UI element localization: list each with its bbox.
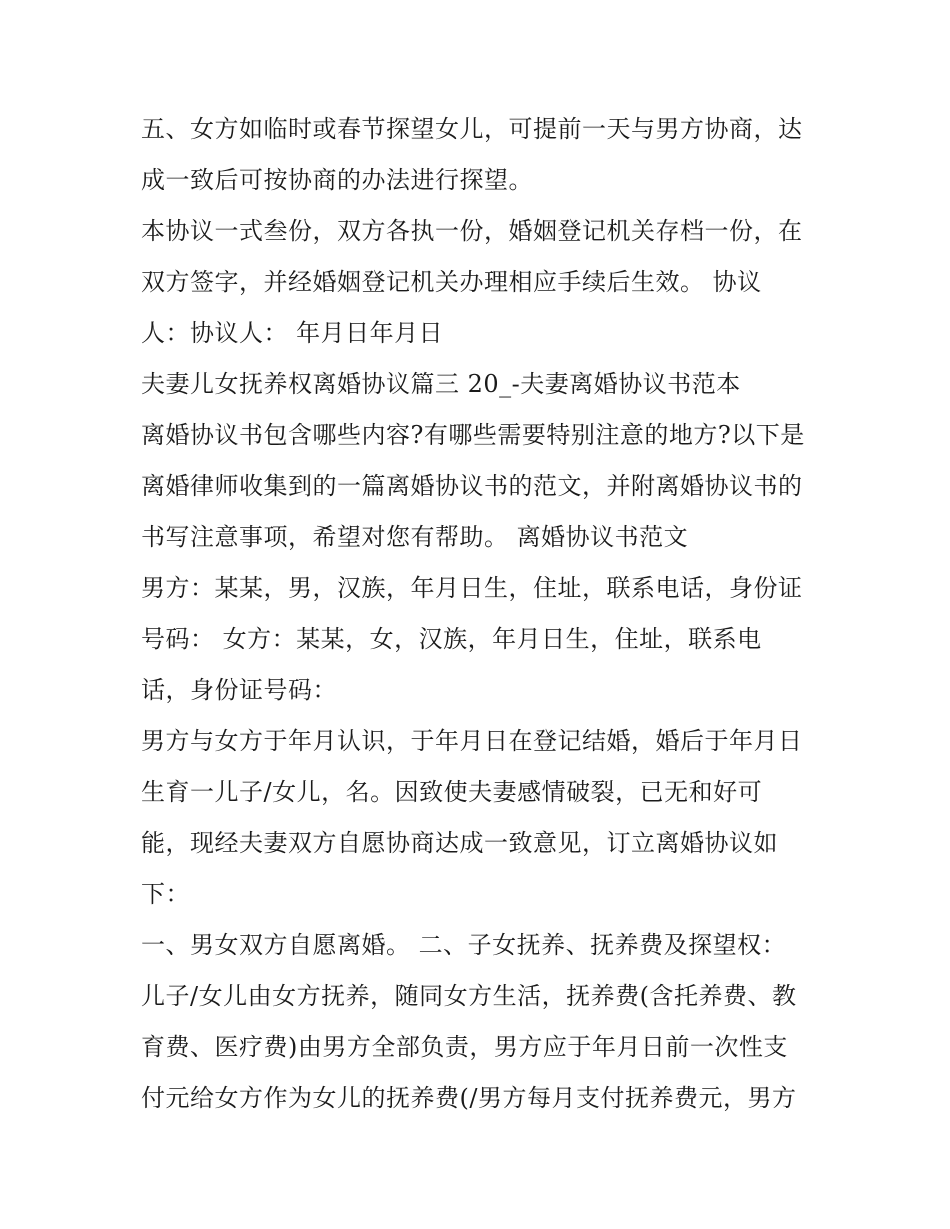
- text-line: 五、女方如临时或春节探望女儿，可提前一天与男方协商，达: [141, 115, 803, 143]
- text-line: 儿子/女儿由女方抚养，随同女方生活，抚养费(含托养费、教: [141, 982, 797, 1010]
- document-body: [141, 104, 821, 1124]
- text-line: 下：: [141, 880, 190, 908]
- text-line: 成一致后可按协商的办法进行探望。: [141, 166, 533, 194]
- text-line: 号码： 女方：某某，女，汉族，年月日生，住址，联系电: [141, 625, 762, 653]
- text-line: 生育一儿子/女儿，名。因致使夫妻感情破裂，已无和好可: [141, 778, 763, 806]
- text-line: 付元给女方作为女儿的抚养费(/男方每月支付抚养费元，男方: [141, 1084, 797, 1112]
- text-line: 育费、医疗费)由男方全部负责，男方应于年月日前一次性支: [141, 1033, 788, 1061]
- section-heading: 夫妻儿女抚养权离婚协议篇三 20_-夫妻离婚协议书范本: [141, 370, 741, 398]
- text-line: 人：协议人： 年月日年月日: [141, 319, 444, 347]
- text-line: 离婚协议书包含哪些内容?有哪些需要特别注意的地方?以下是: [141, 421, 805, 449]
- text-line: 书写注意事项，希望对您有帮助。 离婚协议书范文: [141, 523, 689, 551]
- text-line: 一、男女双方自愿离婚。 二、子女抚养、抚养费及探望权：: [141, 931, 787, 959]
- text-line: 能，现经夫妻双方自愿协商达成一致意见，订立离婚协议如: [141, 829, 778, 857]
- text-line: 离婚律师收集到的一篇离婚协议书的范文，并附离婚协议书的: [141, 472, 803, 500]
- text-line: 男方：某某，男，汉族，年月日生，住址，联系电话，身份证: [141, 574, 803, 602]
- text-line: 双方签字，并经婚姻登记机关办理相应手续后生效。 协议: [141, 268, 762, 296]
- text-line: 话，身份证号码：: [141, 676, 337, 704]
- text-line: 男方与女方于年月认识，于年月日在登记结婚，婚后于年月日: [141, 727, 803, 755]
- text-line: 本协议一式叁份，双方各执一份，婚姻登记机关存档一份，在: [141, 217, 803, 245]
